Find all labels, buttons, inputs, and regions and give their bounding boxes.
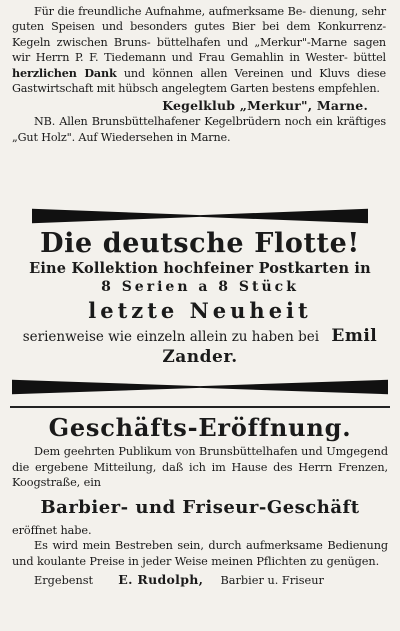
text-line: und Kluvs diese Gastwirtschaft mit hübsch angelegtem: [12, 66, 386, 96]
thin-rule: [10, 406, 390, 408]
text-line: und können allen Vereinen: [123, 66, 284, 80]
thanks-emphasis: herzlichen Dank: [12, 65, 117, 80]
note-prefix: NB.: [34, 115, 56, 129]
text-line: Bier bei dem Konkurrenz-Kegeln zwischen Bruns-: [12, 20, 386, 49]
ornamental-rule-left: [12, 378, 200, 396]
kegelklub-note: [12, 114, 386, 145]
geschaefts-eroeffnung-ad: [0, 412, 400, 589]
flotte-line-collection: Eine Kollektion hochfeiner Postkarten in: [29, 260, 371, 277]
ornamental-rule-left: [32, 207, 200, 225]
kegelklub-ad: [0, 4, 400, 145]
closing-word: Ergebenst: [34, 573, 94, 587]
sender-name: E. Rudolph,: [118, 571, 204, 587]
service-paragraph: Es wird mein Bestreben sein, durch aufmerksame Bedienung und koulante Preise in jeder Weise meinen Pflichten zu genügen.: [12, 539, 388, 568]
availability-text: serienweise wie einzeln allein zu haben bei: [22, 329, 320, 345]
text-line: dienung, sehr guten Speisen und besonders gutes: [12, 5, 387, 34]
kegelklub-signature: Kegelklub „Merkur", Marne.: [162, 98, 368, 114]
opening-completion: eröffnet habe.: [12, 523, 92, 537]
sender-role: Barbier u. Friseur: [220, 573, 324, 587]
flotte-line-series: 8 Serien a 8 Stück: [101, 279, 299, 295]
flotte-line-novelty: letzte Neuheit: [88, 298, 312, 323]
flotte-postcard-ad: [0, 228, 400, 368]
kegelklub-text: [12, 4, 386, 96]
business-name: Barbier- und Friseur-Geschäft: [40, 496, 360, 518]
ornamental-rule-right: [200, 207, 368, 225]
text-line: Garten bestens empfehlen.: [230, 82, 380, 96]
closing-line: [12, 572, 388, 589]
seller-name: Emil Zander.: [162, 326, 378, 367]
opening-headline: Geschäfts-Eröffnung.: [48, 413, 352, 442]
opening-paragraph: Dem geehrten Publikum von Brunsbüttelhafen und Umgegend die ergebene Mitteilung, daß ich im Hause des Herrn Frenzen, Koogstraße, ein: [12, 445, 388, 490]
text-line: büttel: [353, 51, 386, 65]
flotte-headline: Die deutsche Flotte!: [40, 228, 360, 259]
text-line: Für die freundliche Aufnahme, aufmerksame Be-: [34, 5, 306, 18]
flotte-line-availability: [0, 326, 400, 368]
note-text: Allen Brunsbüttelhafener Kegelbrüdern noch ein kräftiges „Gut Holz". Auf Wiedersehen in Marne.: [12, 115, 386, 144]
ornamental-rule-right: [200, 378, 388, 396]
text-line: büttelhafen und „Merkur"-Marne sagen wir Herrn: [12, 35, 386, 65]
text-line: P. F. Tiedemann und Frau Gemahlin in Wester-: [74, 51, 348, 65]
